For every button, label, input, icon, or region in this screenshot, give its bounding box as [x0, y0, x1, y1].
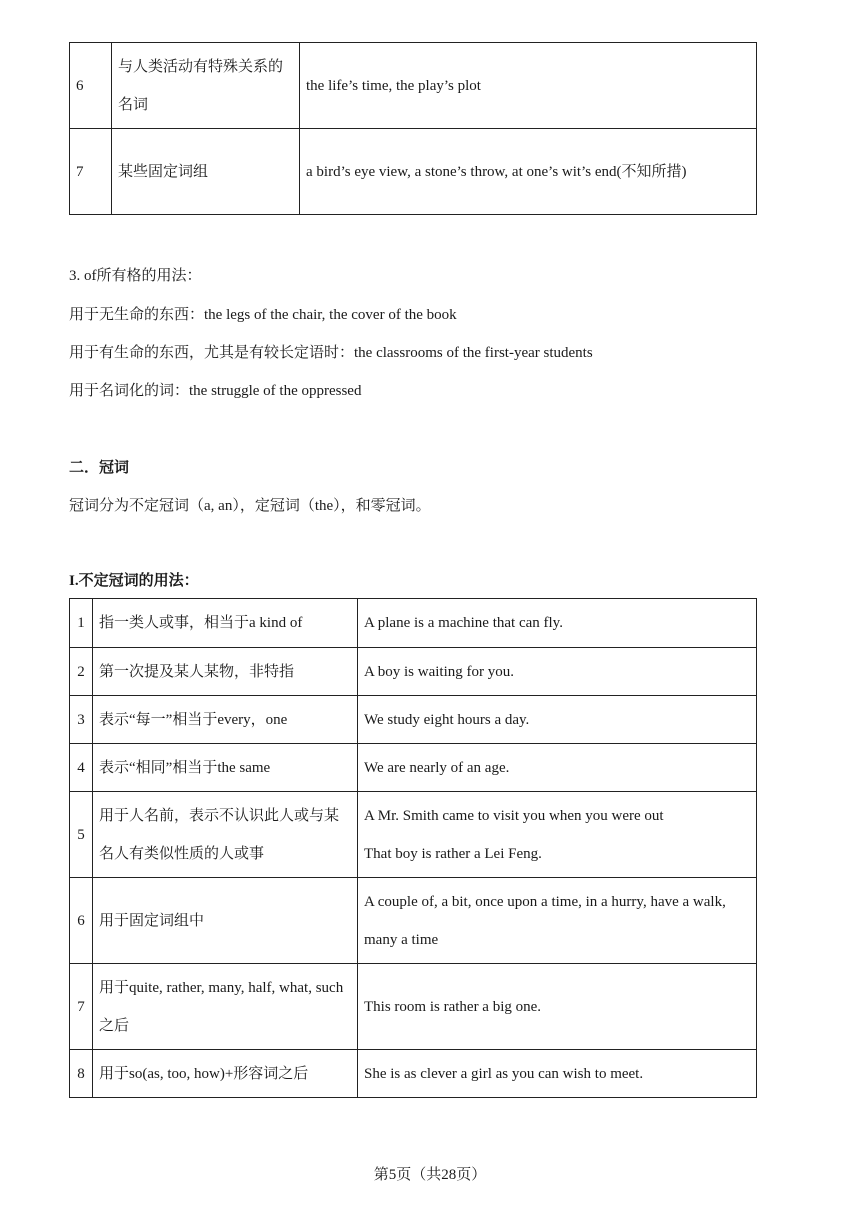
row-example: A couple of, a bit, once upon a time, in a hurry, have a walk, many a time: [358, 878, 757, 964]
row-description: 第一次提及某人某物，非特指: [93, 648, 358, 696]
row-number: 6: [70, 43, 112, 129]
row-example: A Mr. Smith came to visit you when you were out That boy is rather a Lei Feng.: [358, 792, 757, 878]
row-number: 3: [70, 696, 93, 744]
row-number: 6: [70, 878, 93, 964]
table-row: [70, 696, 757, 744]
table-row: [70, 648, 757, 696]
row-description: 用于quite, rather, many, half, what, such之后: [93, 964, 358, 1050]
subsection-heading: I.不定冠词的用法：: [69, 573, 199, 589]
row-description: 指一类人或事，相当于a kind of: [93, 599, 358, 648]
row-description: 表示“相同”相当于the same: [93, 744, 358, 792]
table-row: [70, 964, 757, 1050]
row-description: 用于人名前，表示不认识此人或与某名人有类似性质的人或事: [93, 792, 358, 878]
table-row: [70, 792, 757, 878]
row-number: 1: [70, 599, 93, 648]
page-number: 第5页（共28页）: [373, 1167, 487, 1183]
of-usage-line: 用于无生命的东西：the legs of the chair, the cover of the book: [69, 307, 457, 323]
row-description: 与人类活动有特殊关系的名词: [112, 43, 300, 129]
row-number: 4: [70, 744, 93, 792]
row-description: 用于so(as, too, how)+形容词之后: [93, 1050, 358, 1098]
table-row: [70, 599, 757, 648]
table-row: [70, 1050, 757, 1098]
section-heading: 二．冠词: [69, 460, 130, 476]
table-row: [70, 744, 757, 792]
indefinite-article-table: [69, 598, 757, 1098]
row-number: 5: [70, 792, 93, 878]
of-possessive-title: 3. of所有格的用法：: [69, 268, 202, 284]
row-example: A boy is waiting for you.: [358, 648, 757, 696]
table-row: [70, 43, 757, 129]
of-usage-line: 用于名词化的词：the struggle of the oppressed: [69, 383, 362, 399]
row-example: This room is rather a big one.: [358, 964, 757, 1050]
of-usage-line: 用于有生命的东西，尤其是有较长定语时：the classrooms of the first-year students: [69, 345, 593, 361]
section-intro: 冠词分为不定冠词（a, an），定冠词（the），和零冠词。: [69, 498, 431, 514]
row-number: 8: [70, 1050, 93, 1098]
row-number: 7: [70, 964, 93, 1050]
table-row: [70, 878, 757, 964]
row-description: 某些固定词组: [112, 129, 300, 215]
row-example: a bird’s eye view, a stone’s throw, at one’s wit’s end(不知所措): [300, 129, 757, 215]
row-description: 表示“每一”相当于every，one: [93, 696, 358, 744]
row-number: 2: [70, 648, 93, 696]
row-description: 用于固定词组中: [93, 878, 358, 964]
row-number: 7: [70, 129, 112, 215]
possessive-table: [69, 42, 757, 215]
row-example: the life’s time, the play’s plot: [300, 43, 757, 129]
table-row: [70, 129, 757, 215]
row-example: A plane is a machine that can fly.: [358, 599, 757, 648]
row-example: We study eight hours a day.: [358, 696, 757, 744]
row-example: We are nearly of an age.: [358, 744, 757, 792]
row-example: She is as clever a girl as you can wish to meet.: [358, 1050, 757, 1098]
